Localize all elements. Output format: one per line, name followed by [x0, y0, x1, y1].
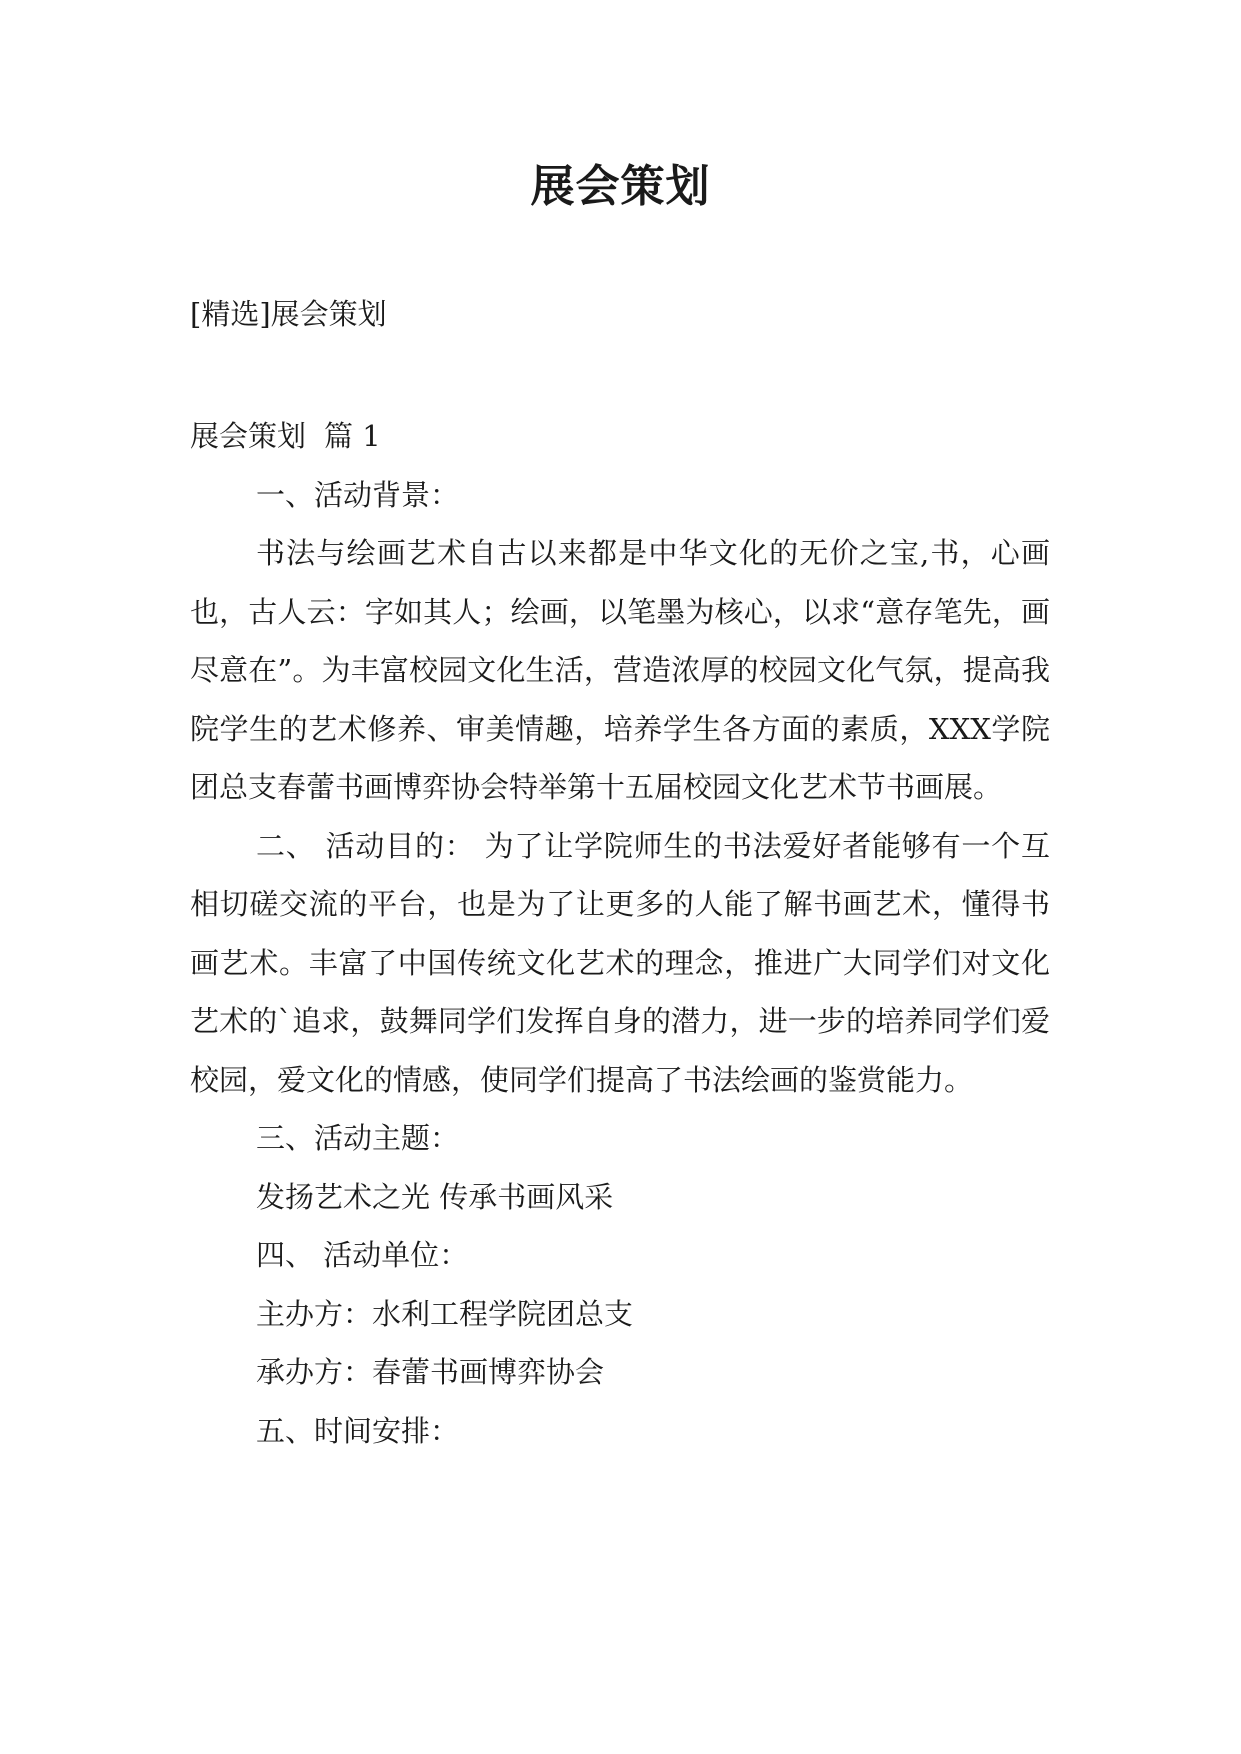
document-title: 展会策划	[530, 161, 711, 212]
heading-schedule: 五、时间安排：	[256, 1413, 460, 1448]
heading-activity-units: 四、 活动单位：	[256, 1238, 469, 1272]
section-heading-number: 篇 1	[324, 419, 381, 453]
paragraph-background: 书法与绘画艺术自古以来都是中华文化的无价之宝,书，心画也，古人云：字如其人；绘画，以笔墨为核心，以求“意存笔先，画尽意在”。为丰富校园文化生活，营造浓厚的校园文化气氛，提高我院学生的艺术修养、审美情趣，培养学生各方面的素质，XXX学院团总支春蕾书画博弈协会特举第十五届校园文化艺术节书画展。	[190, 536, 1050, 804]
activity-theme-text: 发扬艺术之光 传承书画风采	[256, 1179, 614, 1214]
section-heading-title: 展会策划	[190, 419, 307, 453]
paragraph-purpose: 二、 活动目的： 为了让学院师生的书法爱好者能够有一个互相切磋交流的平台，也是为了让更多的人能了解书画艺术，懂得书画艺术。丰富了中国传统文化艺术的理念，推进广大同学们对文化艺术的`追求，鼓舞同学们发挥自身的潜力，进一步的培养同学们爱校园，爱文化的情感，使同学们提高了书法绘画的鉴赏能力。	[190, 828, 1050, 1097]
co-organizer-line: 承办方：春蕾书画博弈协会	[256, 1355, 605, 1389]
document-body	[190, 407, 1050, 1460]
section-heading	[190, 407, 1050, 466]
heading-activity-theme: 三、活动主题：	[256, 1121, 460, 1155]
document-subtitle: [精选]展会策划	[190, 297, 387, 331]
organizer-line: 主办方：水利工程学院团总支	[256, 1296, 634, 1331]
heading-activity-background: 一、活动背景：	[256, 477, 460, 512]
